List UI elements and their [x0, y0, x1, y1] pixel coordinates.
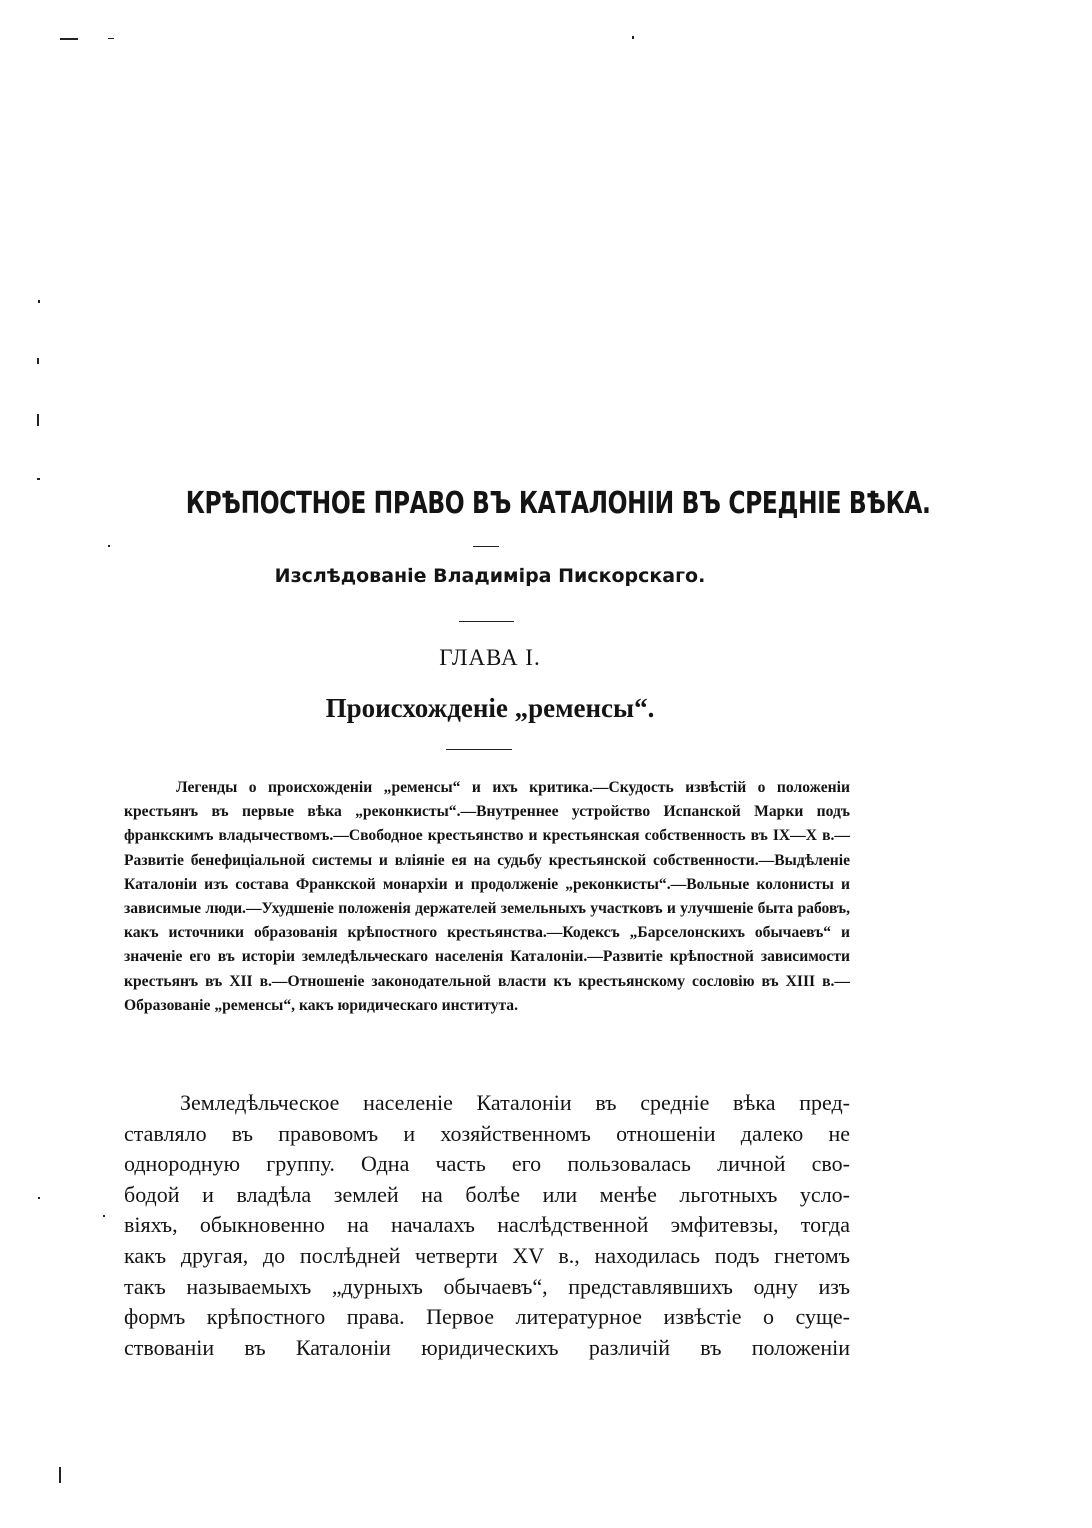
chapter-rule [446, 749, 512, 750]
page-title: КРѢПОСТНОЕ ПРАВО ВЪ КАТАЛОНІИ ВЪ СРЕДНІЕ ВѢКА. [185, 486, 931, 521]
body-line: Земледѣльческое населеніе Каталоніи въ средніе вѣка пред- [180, 1090, 850, 1115]
scan-speck [103, 1215, 105, 1217]
title-rule [473, 546, 499, 547]
body-line: формъ крѣпостного права. Первое литературное извѣстіе о суще- [124, 1304, 850, 1330]
scan-speck [108, 545, 110, 547]
body-line: однородную группу. Одна часть его пользовалась личной сво- [124, 1151, 850, 1177]
chapter-title: Происхожденіе „ременсы“. [325, 693, 655, 723]
scan-speck [108, 38, 114, 39]
body-line: бодой и владѣла землей на болѣе или менѣе льготныхъ усло- [124, 1181, 850, 1207]
scan-speck [38, 1197, 40, 1199]
scan-speck [37, 414, 39, 426]
scan-speck [37, 478, 40, 480]
scan-speck [37, 358, 39, 364]
chapter-summary: Легенды о происхожденіи „ременсы“ и ихъ критика.—Скудость извѣстій о положеніи крестьянъ въ первые вѣка „реконкисты“.—Внутреннее устройство Испанской Марки подъ франкскимъ владычествомъ.—Свободное крестьянство и крестьянская собственность въ IX—X в.—Развитіе бенефиціальной системы и вліяніе ея на судьбу крестьянской собственности.—Выдѣленіе Каталоніи изъ состава Франкской монархіи и продолженіе „реконкисты“.—Вольные колонисты и зависимые люди.—Ухудшеніе положенія держателей земельныхъ участковъ и улучшеніе быта рабовъ, какъ источники образованія крѣпостного крестьянства.—Кодексъ „Барселонскихъ обычаевъ“ и значеніе его въ исторіи земледѣльческаго населенія Каталоніи.—Развитіе крѣпостной зависимости крестьянъ въ XII в.—Отношеніе законодательной власти къ крестьянскому сословію въ XIII в.—Образованіе „ременсы“, какъ юридическаго института. [124, 779, 850, 1014]
scan-speck [38, 300, 40, 303]
author-line: Изслѣдованіе Владиміра Пискорскаго. [274, 565, 706, 587]
body-line: такъ называемыхъ „дурныхъ обычаевъ“, представлявшихъ одну изъ [124, 1273, 850, 1299]
chapter-number: ГЛАВА I. [439, 645, 541, 670]
author-rule [459, 621, 514, 622]
body-line: ствованіи въ Каталоніи юридическихъ различій въ положеніи [124, 1334, 850, 1360]
scan-speck [60, 38, 78, 40]
scan-speck [59, 1467, 61, 1483]
scan-speck [632, 36, 634, 39]
body-line: какъ другая, до послѣдней четверти XV в., находилась подъ гнетомъ [124, 1242, 850, 1268]
body-paragraph [124, 1088, 850, 1363]
body-line: ставляло въ правовомъ и хозяйственномъ отношеніи далеко не [124, 1120, 850, 1146]
body-line: віяхъ, обыкновенно на началахъ наслѣдственной эмфитевзы, тогда [124, 1212, 850, 1238]
